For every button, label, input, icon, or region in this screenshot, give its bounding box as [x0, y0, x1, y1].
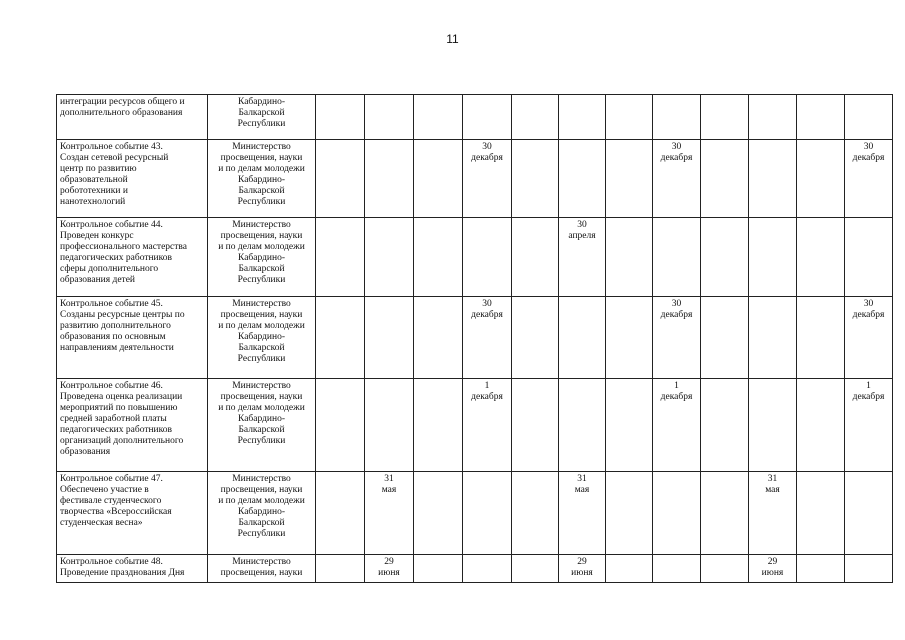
responsible-line: Кабардино- — [237, 332, 286, 343]
date-cell — [845, 472, 893, 555]
table-row — [57, 95, 893, 140]
date-cell — [414, 95, 463, 140]
date-cell — [559, 379, 606, 472]
responsible-line: Кабардино- — [237, 507, 286, 518]
event-line: образования детей — [60, 275, 135, 286]
event-line: Контрольное событие 48. — [60, 557, 163, 567]
event-cell — [57, 140, 208, 218]
responsible-line: Министерство — [232, 557, 291, 567]
date-day: 29 — [577, 557, 587, 567]
date-month: декабря — [471, 310, 503, 321]
date-month: июня — [571, 568, 593, 579]
event-line: Созданы ресурсные центры по — [60, 310, 185, 321]
event-line: мероприятий по повышению — [60, 403, 178, 414]
date-cell — [701, 555, 749, 583]
date-cell — [749, 95, 797, 140]
date-day: 29 — [767, 557, 778, 567]
date-cell — [653, 140, 701, 218]
date-cell — [365, 472, 414, 555]
date-cell — [365, 297, 414, 379]
responsible-line: Министерство — [232, 220, 291, 230]
event-line: направлениям деятельности — [60, 343, 174, 354]
responsible-line: просвещения, науки — [220, 485, 303, 496]
date-cell — [365, 95, 414, 140]
date-cell — [845, 379, 893, 472]
responsible-line: Балкарской — [238, 343, 285, 354]
event-line: средней заработной платы — [60, 414, 167, 425]
date-cell — [845, 218, 893, 297]
date-day: 30 — [671, 299, 682, 309]
responsible-line: Балкарской — [238, 518, 285, 529]
date-cell — [749, 472, 797, 555]
responsible-line: просвещения, науки — [220, 568, 303, 579]
responsible-line: Министерство — [232, 299, 291, 309]
date-cell — [316, 472, 365, 555]
date-cell — [316, 140, 365, 218]
date-cell — [559, 472, 606, 555]
date-cell — [512, 218, 559, 297]
event-line: центр по развитию — [60, 164, 137, 175]
date-day: 31 — [577, 474, 587, 484]
responsible-cell — [208, 297, 316, 379]
responsible-line: Кабардино- — [237, 414, 286, 425]
date-cell — [316, 95, 365, 140]
date-cell — [653, 218, 701, 297]
date-cell — [414, 140, 463, 218]
date-day: 1 — [484, 381, 490, 391]
event-line: Контрольное событие 44. — [60, 220, 163, 230]
schedule-table — [56, 94, 893, 583]
date-cell — [606, 95, 653, 140]
date-day: 31 — [384, 474, 394, 484]
responsible-line: Республики — [237, 275, 286, 286]
date-cell — [463, 472, 512, 555]
date-cell — [653, 472, 701, 555]
date-cell — [559, 555, 606, 583]
event-line: фестивале студенческого — [60, 496, 162, 507]
event-line: сферы дополнительного — [60, 264, 159, 275]
responsible-line: Кабардино- — [237, 97, 286, 107]
event-line: образования — [60, 447, 111, 458]
event-line: Контрольное событие 47. — [60, 474, 163, 484]
date-cell — [701, 95, 749, 140]
date-day: 30 — [577, 220, 587, 230]
responsible-line: Балкарской — [238, 186, 285, 197]
table-row — [57, 140, 893, 218]
date-cell — [559, 140, 606, 218]
date-cell — [797, 297, 845, 379]
event-line: развитию дополнительного — [60, 321, 171, 332]
table-row — [57, 297, 893, 379]
date-cell — [797, 555, 845, 583]
date-cell — [559, 297, 606, 379]
responsible-line: и по делам молодежи — [218, 403, 305, 414]
responsible-cell — [208, 379, 316, 472]
date-cell — [365, 379, 414, 472]
responsible-cell — [208, 95, 316, 140]
date-cell — [845, 95, 893, 140]
date-cell — [701, 472, 749, 555]
responsible-line: Республики — [237, 354, 286, 365]
date-cell — [365, 218, 414, 297]
responsible-cell — [208, 472, 316, 555]
date-cell — [559, 218, 606, 297]
responsible-line: Министерство — [232, 474, 291, 484]
date-cell — [797, 95, 845, 140]
date-day: 30 — [863, 299, 874, 309]
event-cell — [57, 472, 208, 555]
date-month: декабря — [471, 153, 503, 164]
event-cell — [57, 95, 208, 140]
event-line: образования по основным — [60, 332, 166, 343]
responsible-cell — [208, 140, 316, 218]
event-line: педагогических работников — [60, 425, 173, 436]
date-cell — [749, 379, 797, 472]
event-line: Проведена оценка реализации — [60, 392, 183, 403]
responsible-line: Министерство — [232, 142, 291, 152]
event-cell — [57, 218, 208, 297]
date-cell — [559, 95, 606, 140]
responsible-line: просвещения, науки — [220, 231, 303, 242]
responsible-cell — [208, 218, 316, 297]
date-cell — [512, 140, 559, 218]
event-line: Проведение празднования Дня — [60, 568, 185, 579]
responsible-line: просвещения, науки — [220, 153, 303, 164]
responsible-line: Балкарской — [238, 264, 285, 275]
date-cell — [414, 472, 463, 555]
responsible-line: и по делам молодежи — [218, 496, 305, 507]
date-cell — [845, 555, 893, 583]
responsible-line: просвещения, науки — [220, 392, 303, 403]
date-day: 30 — [482, 299, 492, 309]
event-line: педагогических работников — [60, 253, 173, 264]
event-line: Контрольное событие 43. — [60, 142, 163, 152]
event-line: Контрольное событие 46. — [60, 381, 163, 391]
date-cell — [316, 555, 365, 583]
responsible-line: просвещения, науки — [220, 310, 303, 321]
date-cell — [463, 297, 512, 379]
date-month: июня — [378, 568, 400, 579]
date-cell — [463, 140, 512, 218]
event-cell — [57, 379, 208, 472]
date-cell — [606, 472, 653, 555]
responsible-line: и по делам молодежи — [218, 321, 305, 332]
event-cell — [57, 555, 208, 583]
date-cell — [606, 140, 653, 218]
responsible-line: Кабардино- — [237, 175, 286, 186]
date-cell — [606, 218, 653, 297]
date-day: 29 — [384, 557, 394, 567]
date-cell — [463, 218, 512, 297]
date-cell — [463, 95, 512, 140]
date-month: декабря — [660, 153, 693, 164]
date-month: декабря — [852, 392, 885, 403]
responsible-line: Республики — [237, 436, 286, 447]
date-month: апреля — [568, 231, 596, 242]
date-cell — [606, 555, 653, 583]
date-cell — [606, 297, 653, 379]
date-cell — [797, 472, 845, 555]
event-line: Проведен конкурс — [60, 231, 134, 242]
event-cell — [57, 297, 208, 379]
event-line: дополнительного образования — [60, 108, 183, 119]
date-cell — [316, 379, 365, 472]
date-cell — [653, 555, 701, 583]
date-cell — [414, 218, 463, 297]
event-line: Обеспечено участие в — [60, 485, 149, 496]
event-line: нанотехнологий — [60, 197, 126, 208]
responsible-line: и по делам молодежи — [218, 242, 305, 253]
date-cell — [749, 297, 797, 379]
date-cell — [701, 379, 749, 472]
date-cell — [749, 555, 797, 583]
date-month: июня — [761, 568, 784, 579]
date-day: 30 — [482, 142, 492, 152]
date-cell — [414, 555, 463, 583]
responsible-line: Балкарской — [238, 425, 285, 436]
date-cell — [512, 379, 559, 472]
date-cell — [749, 140, 797, 218]
event-line: робототехники и — [60, 186, 128, 197]
date-cell — [316, 218, 365, 297]
date-cell — [845, 297, 893, 379]
responsible-cell — [208, 555, 316, 583]
responsible-line: Балкарской — [238, 108, 285, 119]
table-row — [57, 555, 893, 583]
date-day: 30 — [671, 142, 682, 152]
responsible-line: Кабардино- — [237, 253, 286, 264]
date-cell — [512, 555, 559, 583]
responsible-line: Республики — [237, 197, 286, 208]
date-cell — [512, 95, 559, 140]
event-line: профессионального мастерства — [60, 242, 187, 253]
date-cell — [797, 140, 845, 218]
date-cell — [797, 218, 845, 297]
date-cell — [414, 297, 463, 379]
table-row — [57, 218, 893, 297]
date-cell — [701, 218, 749, 297]
date-cell — [606, 379, 653, 472]
date-cell — [463, 555, 512, 583]
table-row — [57, 472, 893, 555]
responsible-line: и по делам молодежи — [218, 164, 305, 175]
date-month: декабря — [660, 310, 693, 321]
date-cell — [701, 140, 749, 218]
date-day: 30 — [863, 142, 874, 152]
date-month: декабря — [660, 392, 693, 403]
event-line: образовательной — [60, 175, 128, 186]
date-cell — [463, 379, 512, 472]
event-line: студенческая весна» — [60, 518, 143, 529]
date-cell — [845, 140, 893, 218]
date-cell — [414, 379, 463, 472]
event-line: интеграции ресурсов общего и — [60, 97, 185, 107]
event-line: Создан сетевой ресурсный — [60, 153, 169, 164]
date-month: мая — [574, 485, 590, 496]
date-cell — [316, 297, 365, 379]
table-row — [57, 379, 893, 472]
date-month: декабря — [852, 153, 885, 164]
date-cell — [653, 297, 701, 379]
page-number: 11 — [446, 32, 459, 46]
date-cell — [365, 140, 414, 218]
date-cell — [512, 297, 559, 379]
date-month: мая — [765, 485, 780, 496]
date-day: 31 — [767, 474, 778, 484]
event-line: творчества «Всероссийская — [60, 507, 172, 518]
date-day: 1 — [866, 381, 871, 391]
date-month: декабря — [471, 392, 503, 403]
date-cell — [653, 95, 701, 140]
date-cell — [512, 472, 559, 555]
date-month: мая — [381, 485, 397, 496]
responsible-line: Республики — [237, 119, 286, 130]
date-cell — [749, 218, 797, 297]
date-cell — [797, 379, 845, 472]
responsible-line: Министерство — [232, 381, 291, 391]
responsible-line: Республики — [237, 529, 286, 540]
date-cell — [365, 555, 414, 583]
event-line: организаций дополнительного — [60, 436, 184, 447]
date-day: 1 — [674, 381, 679, 391]
date-cell — [653, 379, 701, 472]
date-cell — [701, 297, 749, 379]
event-line: Контрольное событие 45. — [60, 299, 163, 309]
date-month: декабря — [852, 310, 885, 321]
